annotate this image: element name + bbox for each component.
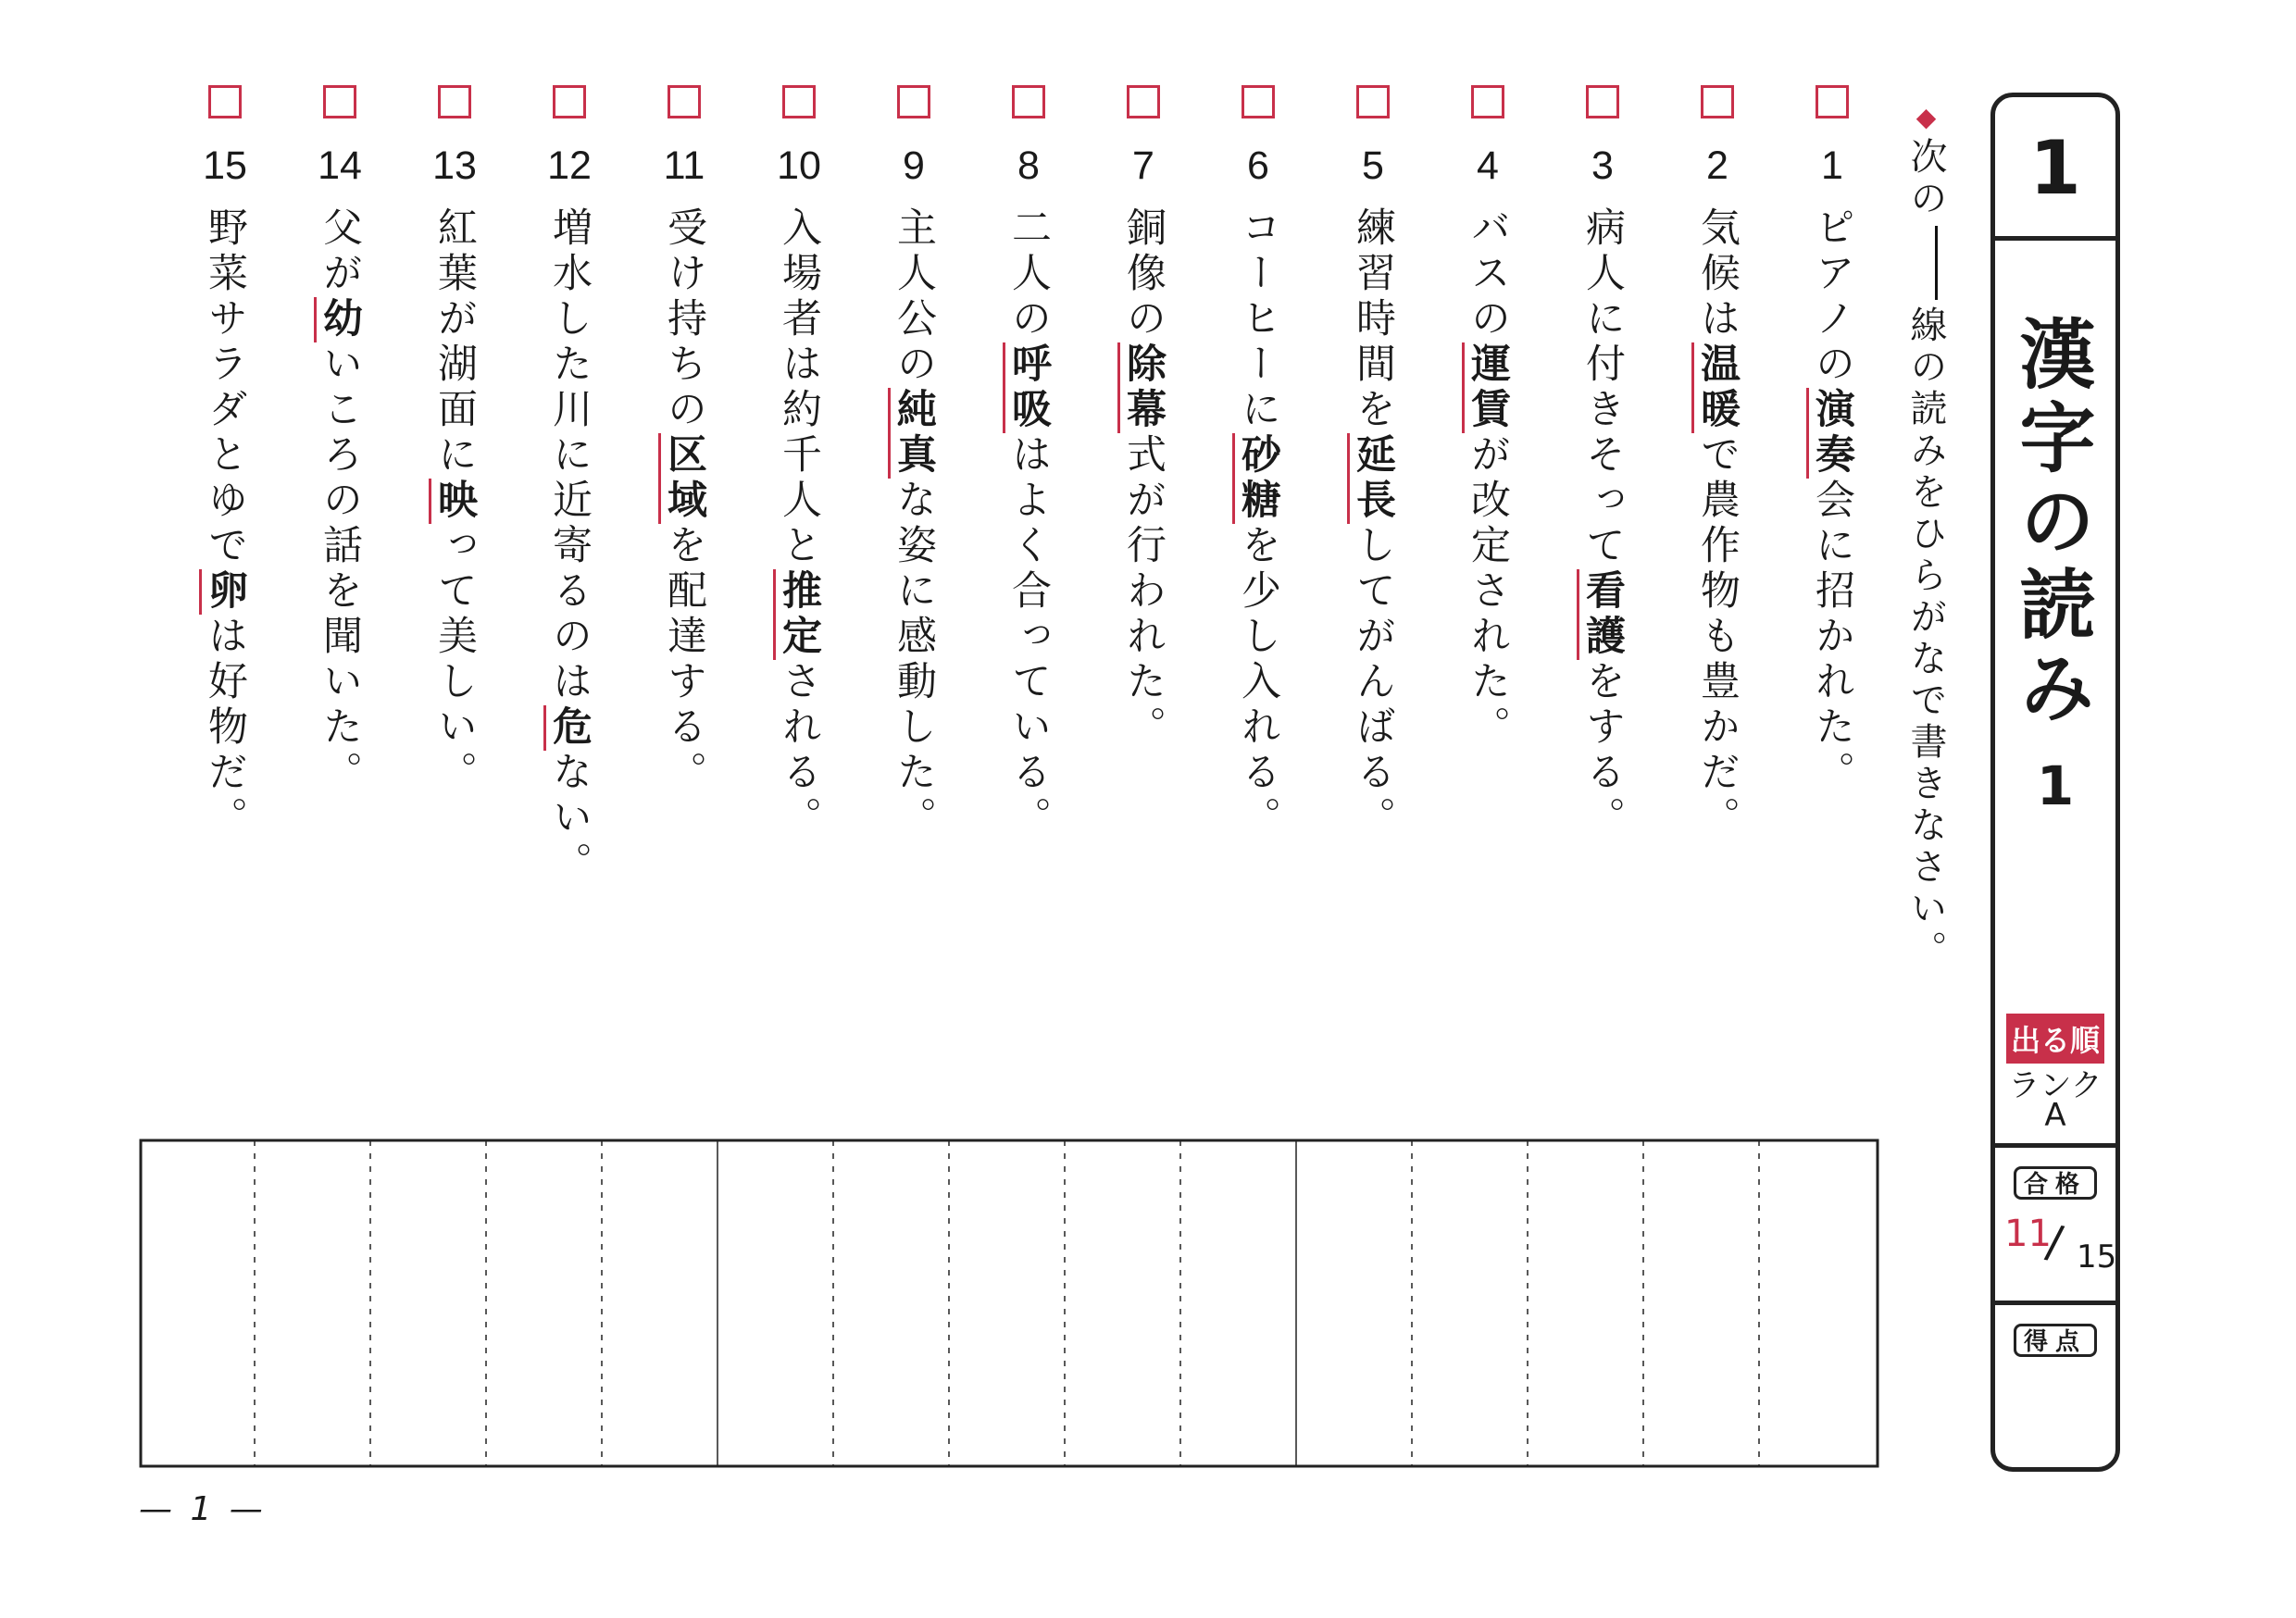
checkbox[interactable]	[897, 85, 930, 118]
question-1	[1800, 85, 1865, 796]
target-kanji: 砂糖	[1232, 433, 1281, 524]
question-14	[307, 85, 372, 796]
question-13	[422, 85, 487, 796]
rank-label: ランク	[2008, 1067, 2103, 1104]
target-kanji: 演奏	[1806, 388, 1855, 479]
question-number: 5	[1362, 143, 1384, 188]
question-text: 受け持ちの区域を配達する。	[652, 206, 717, 796]
total-questions: 15	[2077, 1238, 2117, 1276]
question-text: 二人の呼吸はよく合っている。	[996, 206, 1061, 841]
checkbox[interactable]	[1242, 85, 1275, 118]
page-number: — 1 —	[139, 1490, 267, 1528]
question-3	[1570, 85, 1635, 841]
checkbox[interactable]	[668, 85, 701, 118]
target-kanji: 幼	[314, 297, 363, 342]
target-kanji: 純真	[888, 388, 937, 479]
question-4	[1455, 85, 1520, 751]
question-9	[881, 85, 946, 841]
checkbox[interactable]	[553, 85, 586, 118]
question-number: 12	[547, 143, 592, 188]
question-number: 10	[777, 143, 821, 188]
pass-score	[1995, 1213, 2115, 1287]
question-number: 6	[1247, 143, 1269, 188]
section-title: 漢字の読み	[2007, 315, 2095, 731]
instruction: ◆次の線の読みをひらがなで書きなさい。	[1904, 102, 1947, 972]
checkbox[interactable]	[323, 85, 356, 118]
checkbox[interactable]	[1356, 85, 1390, 118]
question-number: 14	[318, 143, 362, 188]
question-12	[537, 85, 602, 887]
question-text: ピアノの演奏会に招かれた。	[1800, 206, 1865, 796]
target-kanji: 映	[429, 479, 478, 524]
question-number: 7	[1132, 143, 1154, 188]
checkbox[interactable]	[1012, 85, 1045, 118]
question-text: 増水した川に近寄るのは危ない。	[537, 206, 602, 887]
section-tab	[1990, 93, 2120, 1472]
question-number: 3	[1591, 143, 1614, 188]
section-number: 1	[2029, 125, 2081, 211]
question-number: 15	[203, 143, 247, 188]
question-number: 11	[663, 143, 705, 188]
question-text: コーヒーに砂糖を少し入れる。	[1226, 206, 1291, 841]
question-text: 病人に付きそって看護をする。	[1570, 206, 1635, 841]
checkbox[interactable]	[1471, 85, 1504, 118]
checkbox[interactable]	[1586, 85, 1619, 118]
underline-marker	[1935, 226, 1938, 300]
target-kanji: 呼吸	[1003, 342, 1052, 433]
question-text: バスの運賃が改定された。	[1455, 206, 1520, 751]
question-11	[652, 85, 717, 796]
checkbox[interactable]	[208, 85, 242, 118]
question-text: 野菜サラダとゆで卵は好物だ。	[193, 206, 257, 841]
target-kanji: 除幕	[1117, 342, 1167, 433]
target-kanji: 卵	[199, 569, 248, 615]
divider	[1995, 1301, 2115, 1305]
checkbox[interactable]	[438, 85, 471, 118]
question-number: 2	[1706, 143, 1728, 188]
question-6	[1226, 85, 1291, 841]
checkbox[interactable]	[1816, 85, 1849, 118]
question-2	[1685, 85, 1750, 841]
checkbox[interactable]	[782, 85, 816, 118]
pass-threshold: 11	[2004, 1213, 2052, 1255]
section-subnumber: 1	[2036, 754, 2075, 817]
question-text: 紅葉が湖面に映って美しい。	[422, 206, 487, 796]
target-kanji: 区域	[658, 433, 707, 524]
question-number: 4	[1477, 143, 1499, 188]
pass-label: 合格	[2014, 1166, 2097, 1200]
rank-badge: 出る順	[2006, 1014, 2104, 1064]
answer-grid-lines	[139, 1139, 1879, 1468]
question-text: 父が幼いころの話を聞いた。	[307, 206, 372, 796]
target-kanji: 運賃	[1462, 342, 1511, 433]
checkbox[interactable]	[1127, 85, 1160, 118]
divider	[1995, 1143, 2115, 1148]
question-5	[1341, 85, 1405, 841]
question-number: 9	[903, 143, 925, 188]
divider	[1995, 236, 2115, 241]
target-kanji: 温暖	[1691, 342, 1741, 433]
target-kanji: 推定	[773, 569, 822, 660]
question-number: 8	[1017, 143, 1040, 188]
question-7	[1111, 85, 1176, 751]
target-kanji: 看護	[1577, 569, 1626, 660]
question-text: 主人公の純真な姿に感動した。	[881, 206, 946, 841]
target-kanji: 延長	[1347, 433, 1396, 524]
checkbox[interactable]	[1701, 85, 1734, 118]
target-kanji: 危	[543, 705, 593, 751]
question-text: 気候は温暖で農作物も豊かだ。	[1685, 206, 1750, 841]
answer-grid[interactable]	[139, 1139, 1879, 1468]
question-8	[996, 85, 1061, 841]
question-number: 1	[1821, 143, 1843, 188]
slash: /	[2042, 1215, 2066, 1269]
diamond-icon: ◆	[1911, 102, 1941, 137]
question-text: 銅像の除幕式が行われた。	[1111, 206, 1176, 751]
question-text: 入場者は約千人と推定される。	[767, 206, 831, 841]
rank-value: A	[2044, 1097, 2066, 1134]
score-label: 得点	[2014, 1324, 2097, 1357]
question-15	[193, 85, 257, 841]
question-number: 13	[432, 143, 477, 188]
question-10	[767, 85, 831, 841]
question-text: 練習時間を延長してがんばる。	[1341, 206, 1405, 841]
